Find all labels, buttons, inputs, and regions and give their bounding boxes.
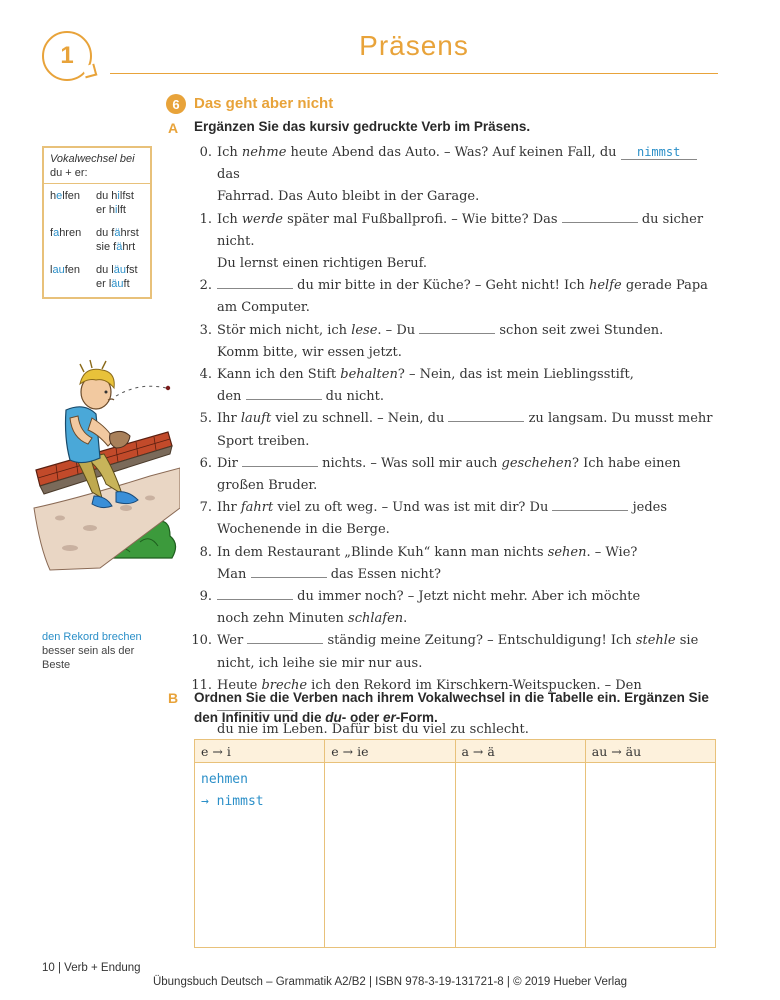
answer-blank[interactable]: [419, 321, 495, 334]
vowel-box-subtitle: du + er:: [50, 167, 88, 179]
part-a-instruction: Ergänzen Sie das kursiv gedruckte Verb im Präsens.: [194, 119, 531, 134]
answer-blank[interactable]: [247, 631, 323, 644]
table-header-e-i: e → i: [195, 740, 325, 763]
answer-blank[interactable]: [251, 565, 327, 578]
sentence-item: 5. Ihr lauft viel zu schnell. – Nein, du zu langsam. Du musst mehr Sport treiben.: [199, 411, 713, 449]
sentence-item: 6. Dir nichts. – Was soll mir auch geschehen? Ich habe einen großen Bruder.: [199, 455, 681, 494]
table-cell-e-i[interactable]: [195, 763, 325, 948]
sentence-item: 3. Stör mich nicht, ich lese. – Du schon seit zwei Stunden. Komm bitte, wir essen jetzt.: [199, 322, 664, 360]
part-b-letter: B: [168, 690, 179, 706]
vowel-forms: du hilfst er hilft: [96, 190, 134, 216]
vowel-box-title: Vokalwechsel bei: [50, 153, 135, 165]
answer-blank[interactable]: [246, 387, 322, 400]
table-cell-a-ae[interactable]: [455, 763, 585, 948]
answer-blank[interactable]: [242, 454, 318, 467]
vowel-change-table: [194, 739, 716, 948]
sentence-item: 0. Ich nehme heute Abend das Auto. – Was? Auf keinen Fall, du nimmst das Fahrrad. Das Auto bleibt in der Garage.: [194, 142, 719, 209]
sentence-item: 4. Kann ich den Stift behalten? – Nein, das ist mein Lieblingsstift, den du nicht.: [199, 367, 634, 405]
chapter-badge: [42, 31, 92, 81]
vowel-box-divider: [44, 183, 150, 184]
table-header-au-aeu: au → äu: [585, 740, 715, 763]
vowel-change-box: [42, 146, 152, 299]
sidenote-term: den Rekord brechen: [42, 631, 142, 643]
table-header-e-ie: e → ie: [325, 740, 455, 763]
table-cell-au-aeu[interactable]: [585, 763, 715, 948]
table-header-a-ae: a → ä: [455, 740, 585, 763]
answer-field[interactable]: nimmst: [621, 145, 697, 160]
exercise-number-badge: 6: [166, 94, 186, 114]
sentence-item: 10. Wer ständig meine Zeitung? – Entschuldigung! Ich stehle sie nicht, ich leihe sie mir nur aus.: [191, 633, 699, 671]
vowel-infinitive: laufen: [50, 264, 80, 276]
answer-blank[interactable]: [448, 409, 524, 422]
sentence-item: 2. du mir bitte in der Küche? – Geht nicht! Ich helfe gerade Papa am Computer.: [199, 278, 708, 316]
sentence-item: 11. Heute breche ich den Rekord im Kirschkern-Weitspucken. – Den du nie im Leben. Dafür bist du viel zu schlecht.: [191, 677, 642, 738]
page-number-footer: 10 | Verb + Endung: [42, 962, 141, 974]
publication-footer: Übungsbuch Deutsch – Grammatik A2/B2 | ISBN 978-3-19-131721-8 | © 2019 Hueber Verlag: [152, 976, 628, 988]
vowel-infinitive: helfen: [50, 190, 80, 202]
vowel-row: [50, 263, 144, 291]
part-a-letter: A: [168, 120, 179, 136]
answer-blank[interactable]: [217, 587, 293, 600]
vocabulary-sidenote: [42, 630, 162, 672]
part-b-instruction: Ordnen Sie die Verben nach ihrem Vokalwechsel in die Tabelle ein. Ergänzen Sie den Infinitiv und die du- oder er-Form.: [194, 690, 709, 725]
answer-blank[interactable]: [217, 276, 293, 289]
sentence-item: 9. du immer noch? – Jetzt nicht mehr. Aber ich möchte noch zehn Minuten schlafen.: [199, 589, 641, 627]
sentence-item: 8. In dem Restaurant „Blinde Kuh“ kann man nichts sehen. – Wie? Man das Essen nicht?: [199, 544, 638, 582]
answer-blank[interactable]: [552, 498, 628, 511]
answer-blank[interactable]: [562, 210, 638, 223]
sentence-item: 7. Ihr fahrt viel zu oft weg. – Und was ist mit dir? Du jedes Wochenende in die Berge.: [199, 500, 668, 538]
page-title: Präsens: [359, 30, 469, 61]
sentence-item: 1. Ich werde später mal Fußballprofi. – Wie bitte? Das du sicher nicht. Du lernst einen richtigen Beruf.: [199, 211, 704, 272]
vowel-forms: du fährst sie fährt: [96, 227, 139, 253]
example-form: → nimmst: [201, 794, 264, 809]
vowel-row: [50, 226, 144, 254]
table-cell-e-ie[interactable]: [325, 763, 455, 948]
vowel-row: [50, 189, 144, 217]
sidenote-meaning: besser sein als der Beste: [42, 645, 135, 671]
title-divider: [110, 73, 718, 74]
boy-on-wall-illustration: [30, 358, 180, 578]
vowel-infinitive: fahren: [50, 227, 82, 239]
exercise-title: Das geht aber nicht: [194, 95, 334, 112]
chapter-number: 1: [60, 42, 74, 69]
example-infinitive: nehmen: [201, 772, 248, 787]
vowel-forms: du läufst er läuft: [96, 264, 138, 290]
exercise-sentences: [191, 142, 719, 741]
